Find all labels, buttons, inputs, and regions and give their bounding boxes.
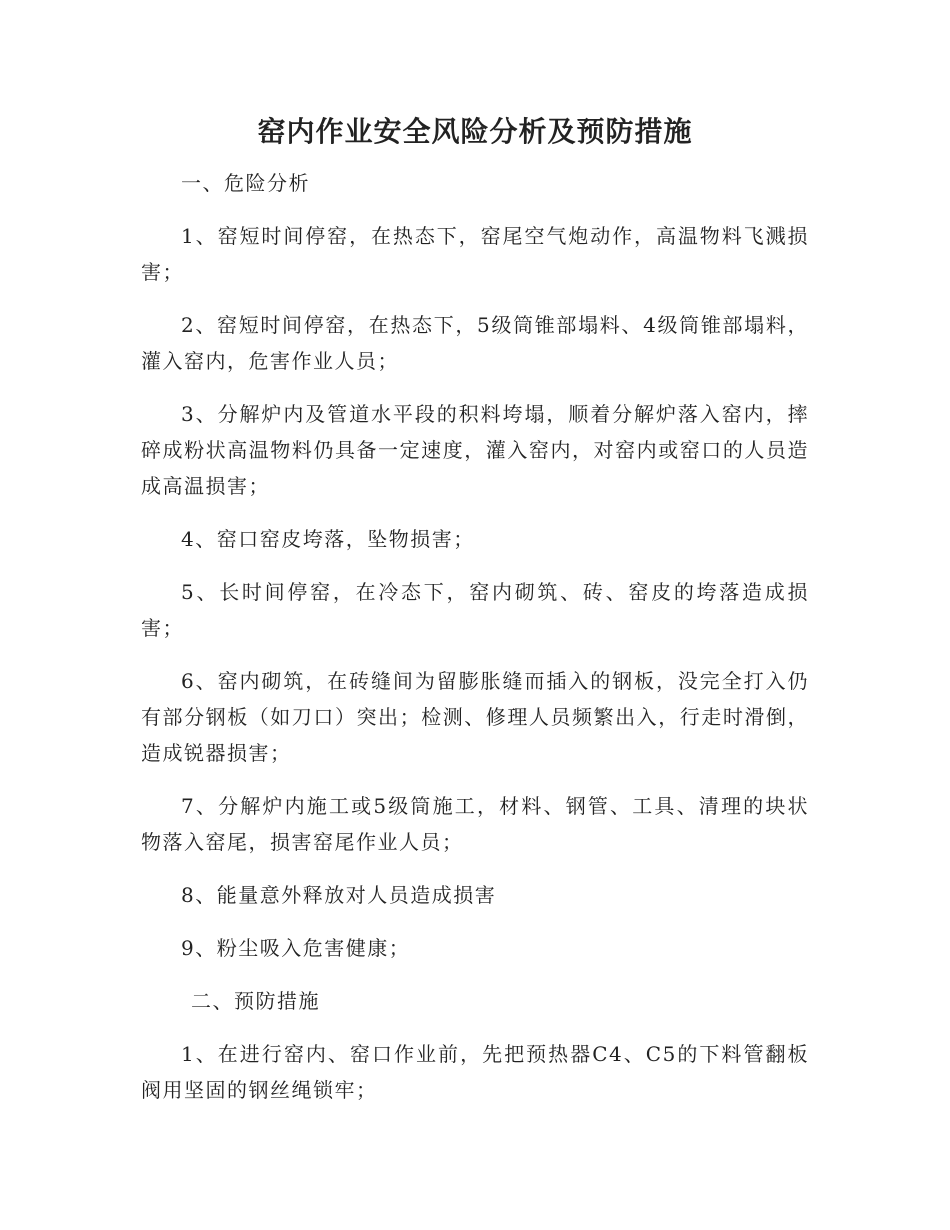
hazard-item-8: 8、能量意外释放对人员造成损害	[181, 883, 497, 907]
document-body	[141, 165, 809, 1108]
hazard-item-3: 3、分解炉内及管道水平段的积料垮塌，顺着分解炉落入窑内，摔碎成粉状高温物料仍具备一定速度，灌入窑内，对窑内或窑口的人员造成高温损害；	[141, 402, 809, 498]
section-heading-hazard-analysis: 一、危险分析	[181, 171, 310, 195]
hazard-item-4: 4、窑口窑皮垮落，坠物损害；	[181, 527, 475, 551]
hazard-item-6: 6、窑内砌筑，在砖缝间为留膨胀缝而插入的钢板，没完全打入仍有部分钢板（如刀口）突出；检测、修理人员频繁出入，行走时滑倒，造成锐器损害；	[141, 669, 809, 765]
hazard-item-9: 9、粉尘吸入危害健康；	[181, 936, 411, 960]
hazard-item-2: 2、窑短时间停窑，在热态下，5级筒锥部塌料、4级筒锥部塌料，灌入窑内，危害作业人员；	[141, 313, 809, 373]
hazard-item-5: 5、长时间停窑，在冷态下，窑内砌筑、砖、窑皮的垮落造成损害；	[141, 580, 809, 640]
document-title: 窑内作业安全风险分析及预防措施	[257, 115, 693, 148]
section-heading-preventive-measures: 二、预防措施	[191, 989, 320, 1013]
hazard-item-7: 7、分解炉内施工或5级筒施工，材料、钢管、工具、清理的块状物落入窑尾，损害窑尾作业人员；	[141, 794, 809, 854]
hazard-item-1: 1、窑短时间停窑，在热态下，窑尾空气炮动作，高温物料飞溅损害；	[141, 224, 809, 284]
measure-item-1: 1、在进行窑内、窑口作业前，先把预热器C4、C5的下料管翻板阀用坚固的钢丝绳锁牢；	[141, 1042, 809, 1102]
